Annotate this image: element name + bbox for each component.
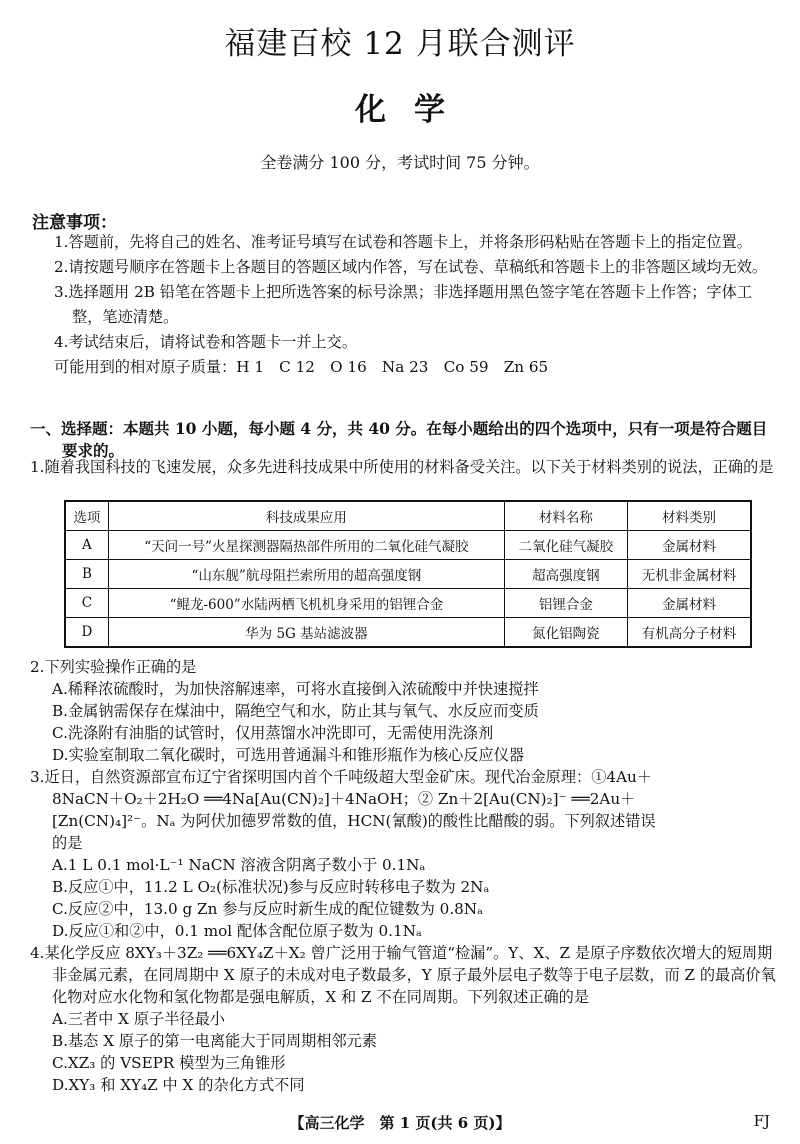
table-cell: 金属材料 bbox=[627, 589, 751, 618]
question-4-stem: 4.某化学反应 8XY₃＋3Z₂ ══6XY₄Z＋X₂ 曾广泛用于输气管道“检漏”。Y、X、Z 是原子序数依次增大的短周期非金属元素，在同周期中 X 原子的未成对电子数最多，Y 原子最外层电子数等于电子层数，而 Z 的最高价氧化物对应水化物和氢化物都是强电解质，X 和 Z 不在同周期。下列叙述正确的是 bbox=[30, 944, 776, 1006]
table-row bbox=[65, 589, 751, 618]
notes-heading: 注意事项： bbox=[32, 213, 117, 233]
section-heading: 一、选择题：本题共 10 小题，每小题 4 分，共 40 分。在每小题给出的四个选项中，只有一项是符合题目要求的。 bbox=[30, 419, 768, 460]
table-row bbox=[65, 531, 751, 560]
table-header: 选项 bbox=[65, 501, 108, 531]
question-2-option-d: D.实验室制取二氧化碳时，可选用普通漏斗和锥形瓶作为核心反应仪器 bbox=[52, 746, 525, 764]
table-cell: “鲲龙-600”水陆两栖飞机机身采用的铝锂合金 bbox=[108, 589, 504, 618]
note-item-3: 3.选择题用 2B 铅笔在答题卡上把所选答案的标号涂黑；非选择题用黑色签字笔在答题卡上作答；字体工整，笔迹清楚。 bbox=[54, 283, 753, 326]
table-cell: 金属材料 bbox=[627, 531, 751, 560]
question-1-stem: 1.随着我国科技的飞速发展，众多先进科技成果中所使用的材料备受关注。以下关于材料类别的说法，正确的是 bbox=[30, 458, 774, 476]
table-row bbox=[65, 618, 751, 648]
table-cell: 华为 5G 基站滤波器 bbox=[108, 618, 504, 648]
table-cell: 超高强度钢 bbox=[504, 560, 627, 589]
table-header: 科技成果应用 bbox=[108, 501, 504, 531]
question-2-option-a: A.稀释浓硫酸时，为加快溶解速率，可将水直接倒入浓硫酸中并快速搅拌 bbox=[52, 680, 539, 698]
question-3 bbox=[30, 766, 780, 942]
question-3-line-3: [Zn(CN)₄]²⁻。Nₐ 为阿伏加德罗常数的值，HCN(氰酸)的酸性比醋酸的弱。下列叙述错误 bbox=[52, 812, 656, 830]
question-4-option-c: C.XZ₃ 的 VSEPR 模型为三角锥形 bbox=[52, 1054, 286, 1072]
table-cell: 二氧化硅气凝胶 bbox=[504, 531, 627, 560]
notes-list bbox=[54, 230, 774, 380]
exam-info: 全卷满分 100 分，考试时间 75 分钟。 bbox=[260, 153, 540, 172]
materials-table bbox=[64, 500, 752, 648]
table-cell: 无机非金属材料 bbox=[627, 560, 751, 589]
question-3-option-a: A.1 L 0.1 mol·L⁻¹ NaCN 溶液含阴离子数小于 0.1Nₐ bbox=[52, 856, 426, 874]
table-header: 材料名称 bbox=[504, 501, 627, 531]
question-3-option-b: B.反应①中，11.2 L O₂(标准状况)参与反应时转移电子数为 2Nₐ bbox=[52, 878, 490, 896]
subject-title: 化学 bbox=[355, 92, 473, 128]
table-header: 材料类别 bbox=[627, 501, 751, 531]
question-2 bbox=[30, 656, 780, 766]
note-item-2: 2.请按题号顺序在答题卡上各题目的答题区域内作答，写在试卷、草稿纸和答题卡上的非答题区域均无效。 bbox=[54, 258, 768, 276]
table-cell: A bbox=[65, 531, 108, 560]
exam-title: 福建百校 12 月联合测评 bbox=[224, 26, 576, 62]
table-header-row bbox=[65, 501, 751, 531]
question-2-stem: 2.下列实验操作正确的是 bbox=[30, 658, 197, 676]
question-4-option-b: B.基态 X 原子的第一电离能大于同周期相邻元素 bbox=[52, 1032, 378, 1050]
table-row bbox=[65, 560, 751, 589]
table-cell: 铝锂合金 bbox=[504, 589, 627, 618]
question-4-option-a: A.三者中 X 原子半径最小 bbox=[52, 1010, 225, 1028]
question-3-line-4: 的是 bbox=[52, 834, 83, 852]
atomic-masses: 可能用到的相对原子质量：H 1 C 12 O 16 Na 23 Co 59 Zn 65 bbox=[54, 358, 549, 376]
question-2-option-b: B.金属钠需保存在煤油中，隔绝空气和水，防止其与氧气、水反应而变质 bbox=[52, 702, 539, 720]
page-number-label: 【高三化学 第 1 页(共 6 页)】 bbox=[289, 1114, 511, 1132]
question-3-option-d: D.反应①和②中，0.1 mol 配体含配位原子数为 0.1Nₐ bbox=[52, 922, 422, 940]
table-cell: 氮化铝陶瓷 bbox=[504, 618, 627, 648]
question-3-line-2: 8NaCN＋O₂＋2H₂O ══4Na[Au(CN)₂]＋4NaOH；② Zn＋2[Au(CN)₂]⁻ ══2Au＋ bbox=[52, 790, 636, 808]
note-item-1: 1.答题前，先将自己的姓名、准考证号填写在试卷和答题卡上，并将条形码粘贴在答题卡上的指定位置。 bbox=[54, 233, 752, 251]
question-3-option-c: C.反应②中，13.0 g Zn 参与反应时新生成的配位键数为 0.8Nₐ bbox=[52, 900, 483, 918]
question-2-option-c: C.洗涤附有油脂的试管时，仅用蒸馏水冲洗即可，无需使用洗涤剂 bbox=[52, 724, 494, 742]
page-footer bbox=[0, 1112, 800, 1133]
table-cell: “山东舰”航母阻拦索所用的超高强度钢 bbox=[108, 560, 504, 589]
table-cell: 有机高分子材料 bbox=[627, 618, 751, 648]
note-item-4: 4.考试结束后，请将试卷和答题卡一并上交。 bbox=[54, 333, 358, 351]
question-4 bbox=[30, 942, 780, 1096]
table-cell: “天问一号”火星探测器隔热部件所用的二氧化硅气凝胶 bbox=[108, 531, 504, 560]
question-1 bbox=[30, 456, 780, 478]
question-3-line-1: 3.近日，自然资源部宣布辽宁省探明国内首个千吨级超大型金矿床。现代冶金原理：①4Au＋ bbox=[30, 768, 653, 786]
table-cell: D bbox=[65, 618, 108, 648]
region-code: FJ bbox=[753, 1112, 770, 1130]
table-cell: B bbox=[65, 560, 108, 589]
table-cell: C bbox=[65, 589, 108, 618]
question-4-option-d: D.XY₃ 和 XY₄Z 中 X 的杂化方式不同 bbox=[52, 1076, 305, 1094]
